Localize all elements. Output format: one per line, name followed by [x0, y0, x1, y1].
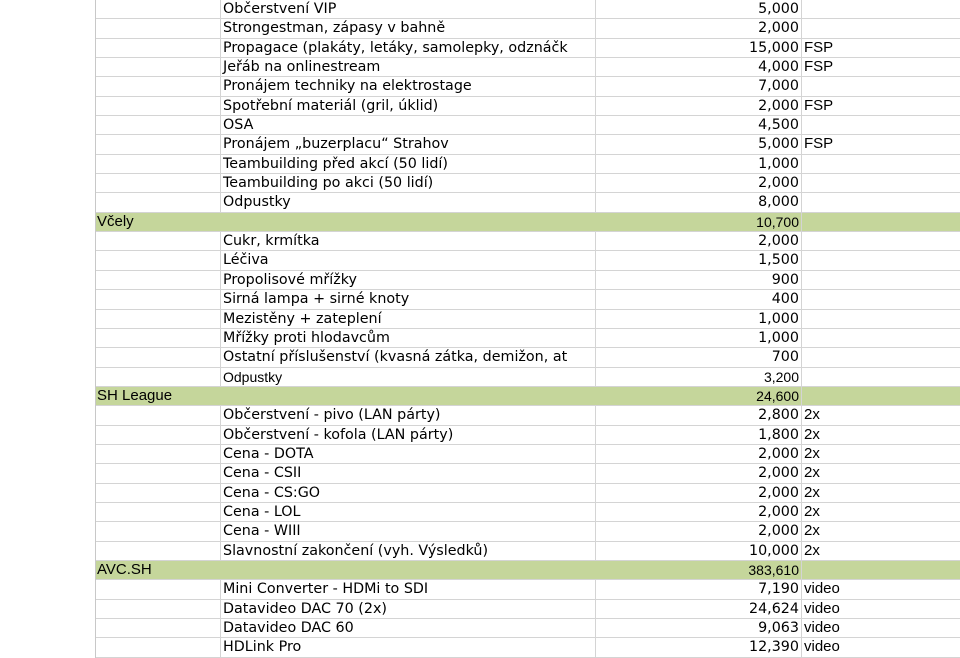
item-cell[interactable]: Léčiva — [221, 251, 596, 269]
value-cell[interactable]: 700 — [596, 348, 802, 366]
value-cell[interactable]: 5,000 — [596, 135, 802, 153]
table-row — [96, 580, 960, 599]
note-cell[interactable] — [802, 116, 960, 134]
item-cell[interactable]: Jeřáb na onlinestream — [221, 58, 596, 76]
note-cell[interactable]: video — [804, 580, 840, 598]
note-cell[interactable] — [802, 77, 960, 95]
value-cell[interactable]: 2,800 — [596, 406, 802, 424]
value-cell[interactable]: 2,000 — [596, 484, 802, 502]
table-row — [96, 484, 960, 503]
table-row — [96, 368, 960, 387]
category-cell[interactable] — [96, 174, 221, 192]
note-cell[interactable]: FSP — [804, 135, 834, 153]
category-cell[interactable] — [96, 464, 221, 482]
category-cell[interactable] — [96, 426, 221, 444]
table-row — [96, 232, 960, 251]
note-cell[interactable]: FSP — [804, 38, 834, 56]
category-cell[interactable] — [96, 329, 221, 347]
table-row — [96, 155, 960, 174]
category-cell[interactable] — [96, 445, 221, 463]
category-cell[interactable] — [96, 155, 221, 173]
table-row — [96, 348, 960, 367]
category-cell[interactable] — [96, 638, 221, 656]
table-row — [96, 271, 960, 290]
table-row — [96, 310, 960, 329]
value-cell[interactable]: 15,000 — [596, 39, 802, 57]
category-cell[interactable] — [96, 271, 221, 289]
note-cell[interactable]: 2x — [804, 541, 820, 559]
item-cell[interactable]: Datavideo DAC 60 — [221, 619, 596, 637]
note-cell[interactable]: FSP — [804, 58, 834, 76]
table-row — [96, 97, 960, 116]
table-row — [96, 406, 960, 425]
table-row — [96, 522, 960, 541]
item-cell[interactable]: Cena - WIII — [221, 522, 596, 540]
category-cell[interactable] — [96, 58, 221, 76]
item-cell[interactable]: Občerstvení VIP — [221, 0, 596, 18]
value-cell[interactable]: 9,063 — [596, 619, 802, 637]
category-cell[interactable] — [96, 290, 221, 308]
value-cell[interactable]: 1,500 — [596, 251, 802, 269]
category-cell[interactable] — [96, 580, 221, 598]
category-row — [96, 387, 960, 406]
note-cell[interactable] — [802, 193, 960, 211]
category-cell[interactable] — [96, 484, 221, 502]
category-cell[interactable] — [96, 135, 221, 153]
note-cell[interactable] — [802, 561, 960, 579]
category-cell[interactable] — [96, 600, 221, 618]
item-cell[interactable]: OSA — [221, 116, 596, 134]
table-row — [96, 619, 960, 638]
value-cell[interactable]: 24,624 — [596, 600, 802, 618]
note-cell[interactable]: FSP — [804, 96, 834, 114]
item-cell[interactable]: Sirná lampa + sirné knoty — [221, 290, 596, 308]
category-cell[interactable] — [96, 368, 221, 386]
spreadsheet-grid — [95, 0, 960, 658]
category-cell[interactable] — [96, 116, 221, 134]
item-cell[interactable]: Cena - CS:GO — [221, 484, 596, 502]
category-cell[interactable] — [96, 542, 221, 560]
item-cell[interactable]: Slavnostní zakončení (vyh. Výsledků) — [221, 542, 596, 560]
table-row — [96, 135, 960, 154]
note-cell[interactable] — [802, 0, 960, 18]
note-cell[interactable]: video — [804, 599, 840, 617]
value-cell[interactable]: 2,000 — [596, 19, 802, 37]
table-row — [96, 445, 960, 464]
item-cell[interactable] — [221, 387, 596, 405]
table-row — [96, 464, 960, 483]
value-cell[interactable]: 900 — [596, 271, 802, 289]
value-cell[interactable]: 1,000 — [596, 155, 802, 173]
item-cell[interactable]: Mezistěny + zateplení — [221, 310, 596, 328]
value-cell[interactable]: 2,000 — [596, 445, 802, 463]
note-cell[interactable]: 2x — [804, 464, 820, 482]
item-cell[interactable]: Mřížky proti hlodavcům — [221, 329, 596, 347]
table-row — [96, 77, 960, 96]
category-cell[interactable] — [96, 619, 221, 637]
category-cell[interactable]: Včely — [97, 212, 134, 230]
table-row — [96, 329, 960, 348]
note-cell[interactable] — [802, 213, 960, 231]
value-cell[interactable]: 24,600 — [596, 387, 802, 405]
category-cell[interactable] — [96, 19, 221, 37]
value-cell[interactable]: 2,000 — [596, 174, 802, 192]
item-cell[interactable]: Cena - LOL — [221, 503, 596, 521]
category-cell[interactable] — [96, 193, 221, 211]
value-cell[interactable]: 3,200 — [596, 368, 802, 386]
value-cell[interactable]: 8,000 — [596, 193, 802, 211]
note-cell[interactable]: 2x — [804, 522, 820, 540]
item-cell[interactable]: HDLink Pro — [221, 638, 596, 656]
item-cell[interactable]: Odpustky — [221, 193, 596, 211]
value-cell[interactable]: 10,700 — [596, 213, 802, 231]
category-cell[interactable]: AVC.SH — [97, 560, 152, 578]
table-row — [96, 503, 960, 522]
value-cell[interactable]: 2,000 — [596, 522, 802, 540]
note-cell[interactable] — [802, 232, 960, 250]
category-cell[interactable] — [96, 522, 221, 540]
note-cell[interactable] — [802, 310, 960, 328]
note-cell[interactable] — [802, 290, 960, 308]
item-cell[interactable]: Strongestman, zápasy v bahně — [221, 19, 596, 37]
table-row — [96, 251, 960, 270]
item-cell[interactable]: Občerstvení - kofola (LAN párty) — [221, 426, 596, 444]
item-cell[interactable]: Spotřební materiál (gril, úklid) — [221, 97, 596, 115]
item-cell[interactable]: Cukr, krmítka — [221, 232, 596, 250]
category-row — [96, 213, 960, 232]
value-cell[interactable]: 2,000 — [596, 97, 802, 115]
note-cell[interactable] — [802, 387, 960, 405]
item-cell[interactable]: Ostatní příslušenství (kvasná zátka, demižon, at — [221, 348, 596, 366]
note-cell[interactable] — [802, 368, 960, 386]
note-cell[interactable]: 2x — [804, 502, 820, 520]
note-cell[interactable] — [802, 271, 960, 289]
category-cell[interactable] — [96, 232, 221, 250]
item-cell[interactable]: Občerstvení - pivo (LAN párty) — [221, 406, 596, 424]
note-cell[interactable]: 2x — [804, 406, 820, 424]
value-cell[interactable]: 4,500 — [596, 116, 802, 134]
category-row — [96, 561, 960, 580]
category-cell[interactable]: SH League — [97, 386, 173, 404]
value-cell[interactable]: 2,000 — [596, 503, 802, 521]
item-cell[interactable] — [221, 213, 596, 231]
category-cell[interactable] — [96, 77, 221, 95]
value-cell[interactable]: 1,000 — [596, 310, 802, 328]
category-cell[interactable] — [96, 251, 221, 269]
value-cell[interactable]: 2,000 — [596, 232, 802, 250]
value-cell[interactable]: 2,000 — [596, 464, 802, 482]
note-cell[interactable] — [802, 174, 960, 192]
category-cell[interactable] — [96, 0, 221, 18]
note-cell[interactable] — [802, 348, 960, 366]
item-cell[interactable]: Pronájem „buzerplacu“ Strahov — [221, 135, 596, 153]
item-cell[interactable]: Propagace (plakáty, letáky, samolepky, odznáčk — [221, 39, 596, 57]
note-cell[interactable]: video — [804, 619, 840, 636]
value-cell[interactable]: 5,000 — [596, 0, 802, 18]
value-cell[interactable]: 7,000 — [596, 77, 802, 95]
item-cell[interactable]: Teambuilding po akci (50 lidí) — [221, 174, 596, 192]
table-row — [96, 426, 960, 445]
table-row — [96, 638, 960, 657]
item-cell[interactable]: Cena - DOTA — [221, 445, 596, 463]
item-cell[interactable]: Odpustky — [221, 368, 596, 386]
value-cell[interactable]: 383,610 — [596, 561, 802, 579]
note-cell[interactable]: 2x — [804, 483, 820, 501]
table-row — [96, 58, 960, 77]
item-cell[interactable]: Mini Converter - HDMi to SDI — [221, 580, 596, 598]
category-cell[interactable] — [96, 39, 221, 57]
value-cell[interactable]: 10,000 — [596, 542, 802, 560]
table-row — [96, 193, 960, 212]
value-cell[interactable]: 4,000 — [596, 58, 802, 76]
value-cell[interactable]: 1,000 — [596, 329, 802, 347]
note-cell[interactable] — [802, 19, 960, 37]
note-cell[interactable] — [802, 155, 960, 173]
table-row — [96, 174, 960, 193]
item-cell[interactable]: Datavideo DAC 70 (2x) — [221, 600, 596, 618]
category-cell[interactable] — [96, 348, 221, 366]
category-cell[interactable] — [96, 406, 221, 424]
table-row — [96, 0, 960, 19]
value-cell[interactable]: 1,800 — [596, 426, 802, 444]
item-cell[interactable]: Propolisové mřížky — [221, 271, 596, 289]
table-row — [96, 290, 960, 309]
value-cell[interactable]: 400 — [596, 290, 802, 308]
item-cell[interactable]: Teambuilding před akcí (50 lidí) — [221, 155, 596, 173]
table-row — [96, 600, 960, 619]
note-cell[interactable]: video — [804, 638, 840, 656]
value-cell[interactable]: 12,390 — [596, 638, 802, 656]
category-cell[interactable] — [96, 310, 221, 328]
item-cell[interactable] — [221, 561, 596, 579]
table-row — [96, 542, 960, 561]
value-cell[interactable]: 7,190 — [596, 580, 802, 598]
note-cell[interactable]: 2x — [804, 425, 820, 443]
note-cell[interactable]: 2x — [804, 444, 820, 462]
table-row — [96, 116, 960, 135]
table-row — [96, 39, 960, 58]
note-cell[interactable] — [802, 329, 960, 347]
item-cell[interactable]: Pronájem techniky na elektrostage — [221, 77, 596, 95]
item-cell[interactable]: Cena - CSII — [221, 464, 596, 482]
table-row — [96, 19, 960, 38]
category-cell[interactable] — [96, 97, 221, 115]
category-cell[interactable] — [96, 503, 221, 521]
note-cell[interactable] — [802, 251, 960, 269]
